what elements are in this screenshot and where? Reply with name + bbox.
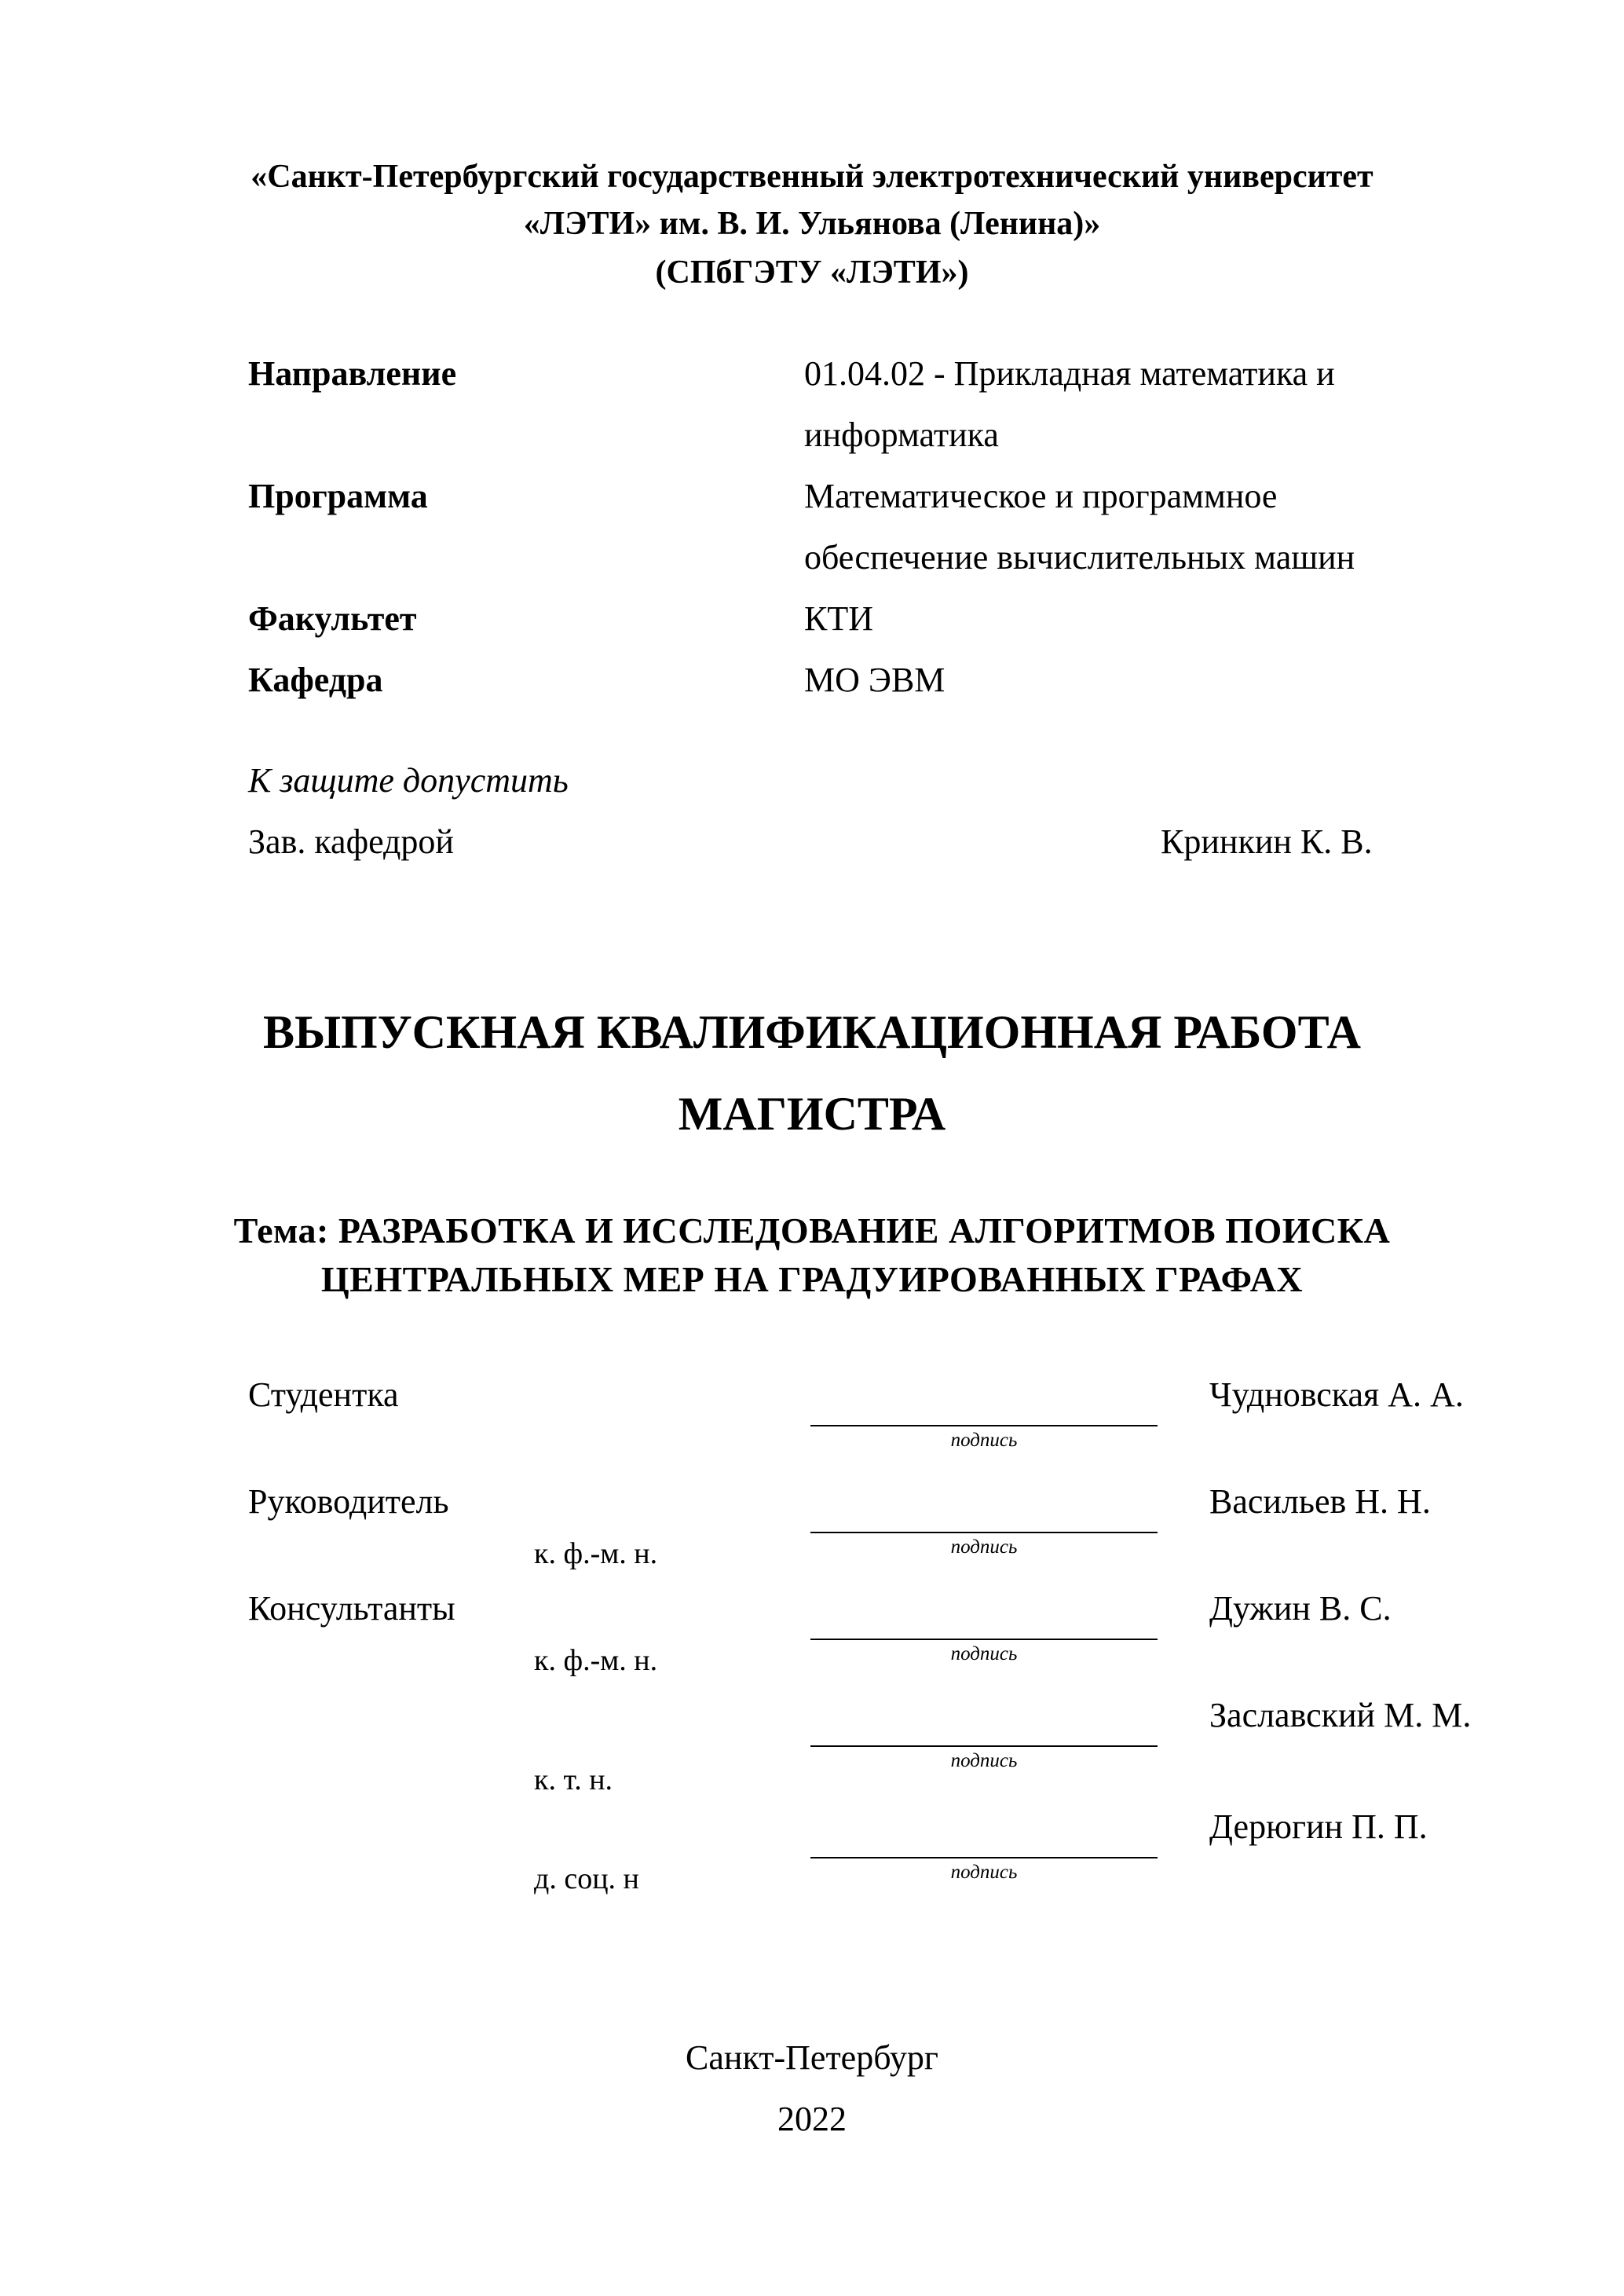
student-role: Студентка	[248, 1375, 399, 1414]
direction-value-1: 01.04.02 - Прикладная математика и	[804, 354, 1335, 393]
program-value-1: Математическое и программное	[804, 477, 1278, 515]
consultant3-degree: д. соц. н	[534, 1862, 639, 1895]
university-name-line1: «Санкт-Петербургский государственный электротехнический университет	[251, 159, 1373, 195]
consultant1-name: Дужин В. С.	[1209, 1589, 1392, 1628]
supervisor-signature-line	[810, 1532, 1158, 1533]
thesis-topic-line2: ЦЕНТРАЛЬНЫХ МЕР НА ГРАДУИРОВАННЫХ ГРАФАХ	[320, 1259, 1304, 1299]
department-label: Кафедра	[248, 661, 383, 699]
supervisor-role: Руководитель	[248, 1482, 449, 1521]
consultant3-name: Дерюгин П. П.	[1209, 1807, 1428, 1846]
consultant1-signature-line	[810, 1639, 1158, 1640]
consultant2-degree: к. т. н.	[534, 1763, 613, 1796]
faculty-value: КТИ	[804, 599, 873, 638]
faculty-label: Факультет	[248, 599, 417, 638]
student-signature-line	[810, 1425, 1158, 1426]
consultant3-signature-caption: подпись	[950, 1862, 1018, 1883]
year: 2022	[777, 2100, 847, 2138]
consultant3-signature-line	[810, 1857, 1158, 1858]
consultant2-signature-line	[810, 1745, 1158, 1747]
supervisor-signature-caption: подпись	[950, 1536, 1018, 1558]
head-of-department-name: Кринкин К. В.	[1161, 822, 1373, 861]
admit-to-defense: К защите допустить	[248, 761, 569, 800]
consultant1-signature-caption: подпись	[950, 1643, 1018, 1664]
consultants-role: Консультанты	[248, 1589, 455, 1628]
supervisor-name: Васильев Н. Н.	[1209, 1482, 1431, 1521]
thesis-title-line1: ВЫПУСКНАЯ КВАЛИФИКАЦИОННАЯ РАБОТА	[263, 1006, 1361, 1058]
student-name: Чудновская А. А.	[1209, 1375, 1464, 1414]
student-signature-caption: подпись	[950, 1430, 1018, 1451]
university-abbrev: (СПбГЭТУ «ЛЭТИ»)	[655, 255, 969, 291]
thesis-topic-line1: Тема: РАЗРАБОТКА И ИССЛЕДОВАНИЕ АЛГОРИТМОВ ПОИСКА	[233, 1210, 1391, 1251]
consultant2-name: Заславский М. М.	[1209, 1696, 1472, 1734]
direction-value-2: информатика	[804, 416, 999, 454]
consultant1-degree: к. ф.-м. н.	[534, 1644, 658, 1677]
consultant2-signature-caption: подпись	[950, 1750, 1018, 1771]
direction-label: Направление	[248, 354, 457, 393]
program-label: Программа	[248, 477, 428, 515]
head-of-department-label: Зав. кафедрой	[248, 822, 454, 861]
university-name-line2: «ЛЭТИ» им. В. И. Ульянова (Ленина)»	[523, 206, 1101, 242]
supervisor-degree: к. ф.-м. н.	[534, 1537, 658, 1570]
city: Санкт-Петербург	[686, 2038, 938, 2077]
department-value: МО ЭВМ	[804, 661, 946, 699]
thesis-title-line2: МАГИСТРА	[678, 1088, 946, 1140]
program-value-2: обеспечение вычислительных машин	[804, 538, 1355, 577]
